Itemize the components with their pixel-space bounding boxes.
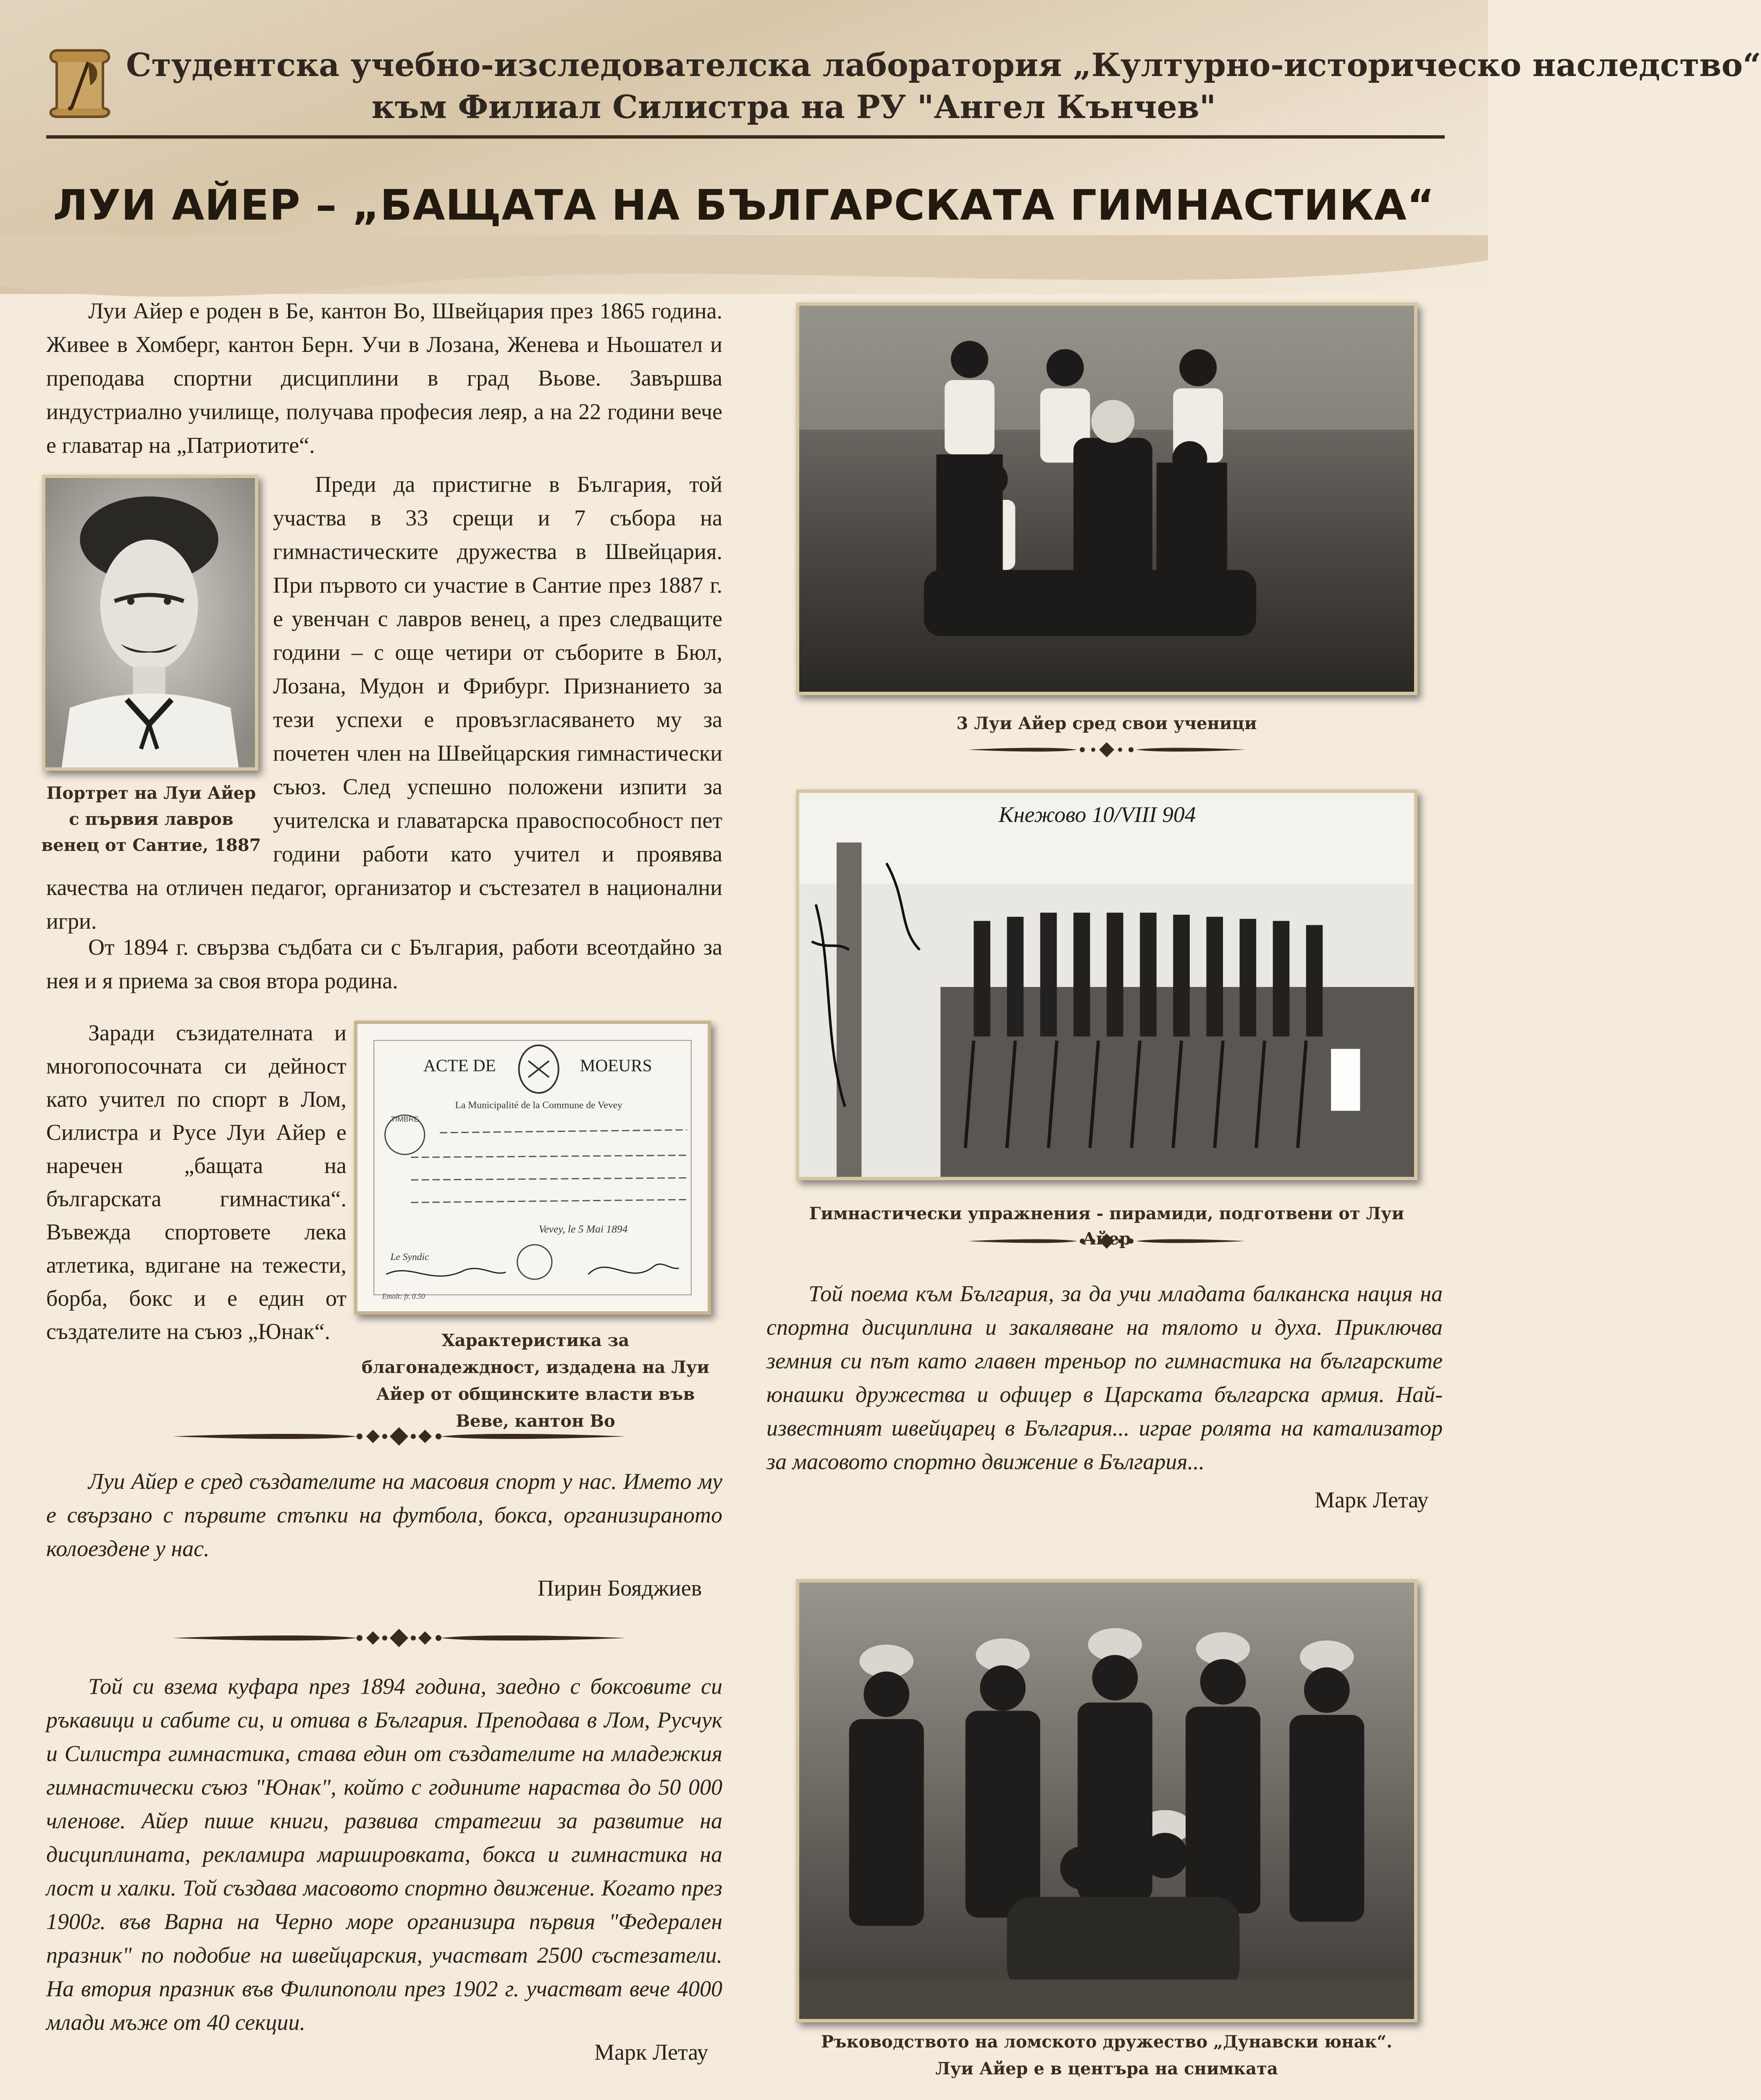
portrait-caption: Портрет на Луи Айер с първия лавров венец от Сантие, 1887 <box>41 783 261 855</box>
document-heading-left: ACTE DE <box>423 1055 496 1075</box>
father-paragraph-block <box>46 1016 346 1348</box>
divider-ornament-3 <box>968 739 1245 760</box>
divider-ornament-4 <box>968 1231 1245 1252</box>
quote-1-text: Луи Айер е сред създателите на масовия спорт у нас. Името му е свързано с първите стъпки на футбола, бокса, организираното колоездене у нас. <box>46 1469 722 1561</box>
document-signature-label: Le Syndic <box>390 1251 429 1263</box>
divider-ornament-2 <box>172 1625 626 1651</box>
divider-ornament-1 <box>172 1424 626 1449</box>
dunavski-yunak-caption-line-2: Луи Айер е в центъра на снимката <box>935 2059 1278 2079</box>
bulgaria-paragraph-block <box>46 930 722 998</box>
pyramids-photo-caption: Гимнастически упражнения - пирамиди, подготвени от Луи <box>809 1204 1404 1223</box>
quote-3-text: Той поема към България, за да учи младата балканска нация на спортна дисциплина и закаляване на тялото и духа. Приключва земния си път като главен треньор по гимнастика на българските юнашки дружества и офицер в Царската българска армия. Най-известният швейцарец в България... играе ролята на катализатор за масовото спортно движение в България... <box>766 1281 1443 1474</box>
document-municipality: La Municipalité de la Commune de Vevey <box>455 1100 622 1111</box>
portrait-float-spacer <box>46 467 273 871</box>
quote-2-author: Марк Летау <box>594 2040 709 2065</box>
quote-2-block <box>46 1670 722 2039</box>
document-caption: Характеристика за благонадеждност, издадена на Луи Айер от общинските власти във Веве, кантон Во <box>361 1331 710 1431</box>
document-footer-note: Emolt: fr. 0.50 <box>382 1292 425 1301</box>
dunavski-yunak-caption <box>796 2029 1417 2082</box>
dunavski-yunak-photo <box>796 1579 1417 2022</box>
header-divider <box>46 135 1445 139</box>
header-line-2: към Филиал Силистра на РУ "Ангел Кънчев" <box>371 88 1216 126</box>
intro-paragraph: Луи Айер е роден в Бе, кантон Во, Швейцария през 1865 година. Живее в Хомберг, кантон Берн. Учи в Лозана, Женева и Ньошател и преподава спортни дисциплини в град Вьове. Завършва индустриално училище, получава професия леяр, а на 22 години вече е главатар на „Патриотите“. <box>46 298 722 458</box>
quote-3-block <box>766 1277 1443 1478</box>
quote-1-author: Пирин Бояджиев <box>538 1575 702 1601</box>
pyramids-photo <box>796 790 1417 1180</box>
quote-1-block <box>46 1465 722 1565</box>
students-photo-caption: 3 Луи Айер сред свои ученици <box>956 714 1257 733</box>
intro-paragraph-block <box>46 294 722 462</box>
pyramids-handwriting: Кнежово 10/VIII 904 <box>998 802 1196 827</box>
page-title: ЛУИ АЙЕР – „БАЩАТА НА БЪЛГАРСКАТА ГИМНАСТИКА“ <box>53 181 1435 230</box>
dunavski-yunak-caption-line-1: Ръководството на ломското дружество „Дунавски юнак“. <box>821 2032 1393 2052</box>
competitions-paragraph-block <box>46 467 722 938</box>
quote-2-text: Той си взема куфара през 1894 година, заедно с боксовите си ръкавици и сабите си, и отива в България. Преподава в Лом, Русчук и Силистра гимнастика, става един от създателите на младежкия гимнастически съюз "Юнак", който с годините нараства до 50 000 членове. Айер пише книги, развива стратегии за развитие на дисциплината, рекламира маршировката, бокса и гимнастика на лост и халки. Той създава масовото спортно движение. Когато през 1900г. във Варна на Черно море организира първия "Федерален празник" по подобие на швейцарския, участват 2500 състезатели. На втория празник във Филипополи през 1902 г. участват вече 4000 млади мъже от 40 секции. <box>46 1674 722 2035</box>
certificate-document-image <box>354 1021 711 1315</box>
header-line-1: Студентска учебно-изследователска лаборатория „Културно-историческо наследство“ <box>126 46 1761 84</box>
quote-3-author: Марк Летау <box>1315 1487 1429 1512</box>
students-group-photo <box>796 302 1417 695</box>
father-paragraph: Заради съзидателната и многопосочната си дейност като учител по спорт в Лом, Силистра и Русе Луи Айер е наречен „бащата на българската гимнастика“. Въвежда спортовете лека атлетика, вдигане на тежести, борба, бокс и е един от създателите на съюз „Юнак“. <box>46 1020 346 1344</box>
laboratory-logo <box>48 45 111 119</box>
scroll-quill-logo-icon <box>48 45 111 119</box>
competitions-paragraph: Преди да пристигне в България, той участва в 33 срещи и 7 събора на гимнастическите дружества в Швейцария. При първото си участие в Сантие през 1887 г. е увенчан с лавров венец, а през следващите години – с още четири от съборите в Бюл, Лозана, Мудон и Фрибург. Признанието за тези успехи е провъзгласяването му за почетен член на Швейцарския гимнастически съюз. След успешно положени изпити за учителска и главатарска правоспособност пет години работи като учител и проявява качества на отличен педагог, организатор и състезател в национални игри. <box>46 472 722 934</box>
document-stamp-text: TIMBRE <box>391 1115 419 1124</box>
document-date: Vevey, le 5 Mai 1894 <box>538 1223 628 1235</box>
document-heading-right: MOEURS <box>580 1055 652 1075</box>
bulgaria-paragraph: От 1894 г. свързва съдбата си с България, работи всеотдайно за нея и я приема за своя втора родина. <box>46 934 722 993</box>
